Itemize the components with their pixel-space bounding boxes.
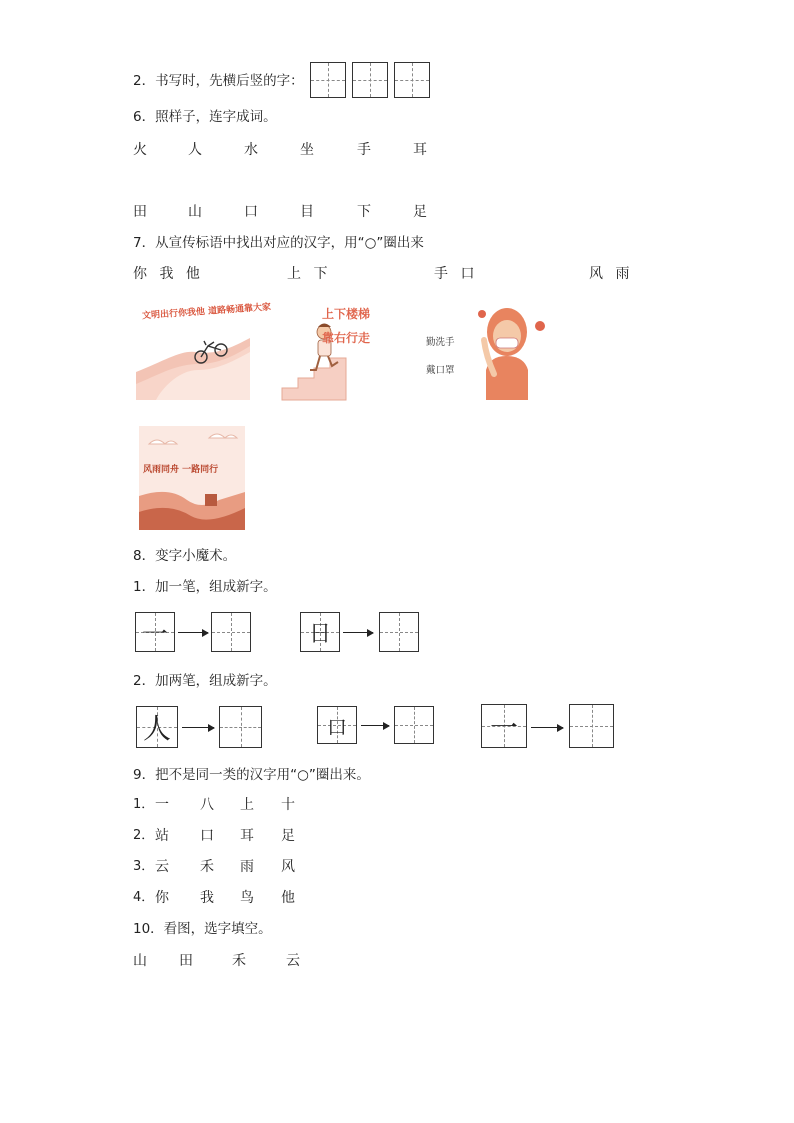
- slogan-text-1: 文明出行你我他 道路畅通靠大家: [141, 302, 272, 322]
- q9-char[interactable]: 他: [281, 890, 295, 906]
- q6-row2-char[interactable]: 足: [413, 204, 427, 220]
- arrow-icon: [178, 632, 208, 633]
- source-char-box: [136, 706, 178, 748]
- q9-title: 9．把不是同一类的汉字用“○”圈出来。: [133, 767, 370, 783]
- q6-row1-char[interactable]: 手: [357, 142, 371, 158]
- slogan-text-2b: 靠右行走: [322, 331, 371, 345]
- arrow-icon: [343, 632, 373, 633]
- q2-answer-box-2[interactable]: [352, 62, 388, 98]
- q10-title: 10．看图，选字填空。: [133, 921, 272, 937]
- q9-char[interactable]: 你: [155, 890, 169, 906]
- arrow-icon: [361, 725, 389, 726]
- q6-row2-char[interactable]: 口: [244, 204, 258, 220]
- mask-icon: [496, 338, 518, 348]
- slogan-picture-wall: [139, 426, 245, 530]
- q6-row2-char[interactable]: 下: [357, 204, 371, 220]
- q9-char[interactable]: 一: [155, 797, 169, 813]
- slogan-picture-road: [136, 300, 272, 400]
- source-char-box: [300, 612, 340, 652]
- q6-row1-char[interactable]: 火: [133, 142, 147, 158]
- q6-row2-char[interactable]: 目: [300, 204, 314, 220]
- q9-char[interactable]: 十: [281, 797, 295, 813]
- q9-char[interactable]: 雨: [240, 859, 254, 875]
- arrow-icon: [182, 727, 214, 728]
- q6-row2-char[interactable]: 山: [188, 204, 202, 220]
- q9-char[interactable]: 禾: [200, 859, 214, 875]
- great-wall-illustration: [139, 426, 245, 530]
- q10-char[interactable]: 田: [179, 953, 193, 969]
- source-char: 一: [141, 619, 168, 650]
- q6-row1-char[interactable]: 耳: [413, 142, 427, 158]
- q6-row2-char[interactable]: 田: [133, 204, 147, 220]
- q9-char[interactable]: 云: [155, 859, 169, 875]
- source-char: 口: [327, 714, 347, 739]
- q8-title: 8．变字小魔术。: [133, 548, 237, 564]
- q8-sub2: 2．加两笔，组成新字。: [133, 673, 277, 689]
- source-char: 日: [308, 621, 331, 647]
- q7-group-4[interactable]: 风 雨: [589, 266, 630, 282]
- girl-illustration: [424, 300, 554, 400]
- q9-row-number: 1．: [133, 797, 155, 812]
- q6-row1-char[interactable]: 人: [188, 142, 202, 158]
- source-char-box: [135, 612, 175, 652]
- q9-char[interactable]: 足: [281, 828, 295, 844]
- source-char: 一: [489, 711, 518, 744]
- q10-char[interactable]: 山: [133, 953, 147, 969]
- answer-box[interactable]: [219, 706, 262, 748]
- q9-row-number: 3．: [133, 859, 155, 874]
- q9-row-number: 4．: [133, 890, 155, 905]
- arrow-icon: [531, 727, 563, 728]
- q7-group-1[interactable]: 你 我 他: [133, 266, 200, 282]
- q7-group-3[interactable]: 手 口: [434, 266, 475, 282]
- slogan-text-4: 风雨同舟 一路同行: [143, 465, 219, 475]
- q2-text: 2．书写时，先横后竖的字：: [133, 73, 304, 89]
- q9-char[interactable]: 站: [155, 828, 169, 844]
- source-char-box: [317, 706, 357, 744]
- source-char-box: [481, 704, 527, 748]
- slogan-text-3b: 戴口罩: [426, 365, 455, 376]
- slogan-picture-mask: [424, 300, 554, 400]
- q9-char[interactable]: 风: [281, 859, 295, 875]
- q7-title: 7．从宣传标语中找出对应的汉字，用“○”圈出来: [133, 235, 424, 251]
- slogan-text-3a: 勤洗手: [426, 337, 455, 348]
- virus-icon: [535, 321, 545, 331]
- slogan-picture-stairs: [282, 300, 402, 400]
- q9-char[interactable]: 上: [240, 797, 254, 813]
- q7-group-2[interactable]: 上 下: [287, 266, 328, 282]
- q9-char[interactable]: 口: [200, 828, 214, 844]
- q6-row1-char[interactable]: 水: [244, 142, 258, 158]
- slogan-text-2a: 上下楼梯: [322, 307, 371, 321]
- q6-title: 6．照样子，连字成词。: [133, 109, 277, 125]
- q2-answer-box-3[interactable]: [394, 62, 430, 98]
- q9-char[interactable]: 鸟: [240, 890, 254, 906]
- answer-box[interactable]: [394, 706, 434, 744]
- answer-box[interactable]: [379, 612, 419, 652]
- q8-sub1: 1．加一笔，组成新字。: [133, 579, 277, 595]
- q2-answer-box-1[interactable]: [310, 62, 346, 98]
- source-char: 人: [142, 712, 171, 745]
- answer-box[interactable]: [569, 704, 614, 748]
- q9-char[interactable]: 耳: [240, 828, 254, 844]
- q9-char[interactable]: 我: [200, 890, 214, 906]
- q9-char[interactable]: 八: [200, 797, 214, 813]
- virus-icon: [478, 310, 486, 318]
- q6-row1-char[interactable]: 坐: [300, 142, 314, 158]
- q10-char[interactable]: 云: [286, 953, 300, 969]
- q10-char[interactable]: 禾: [232, 953, 246, 969]
- q9-row-number: 2．: [133, 828, 155, 843]
- answer-box[interactable]: [211, 612, 251, 652]
